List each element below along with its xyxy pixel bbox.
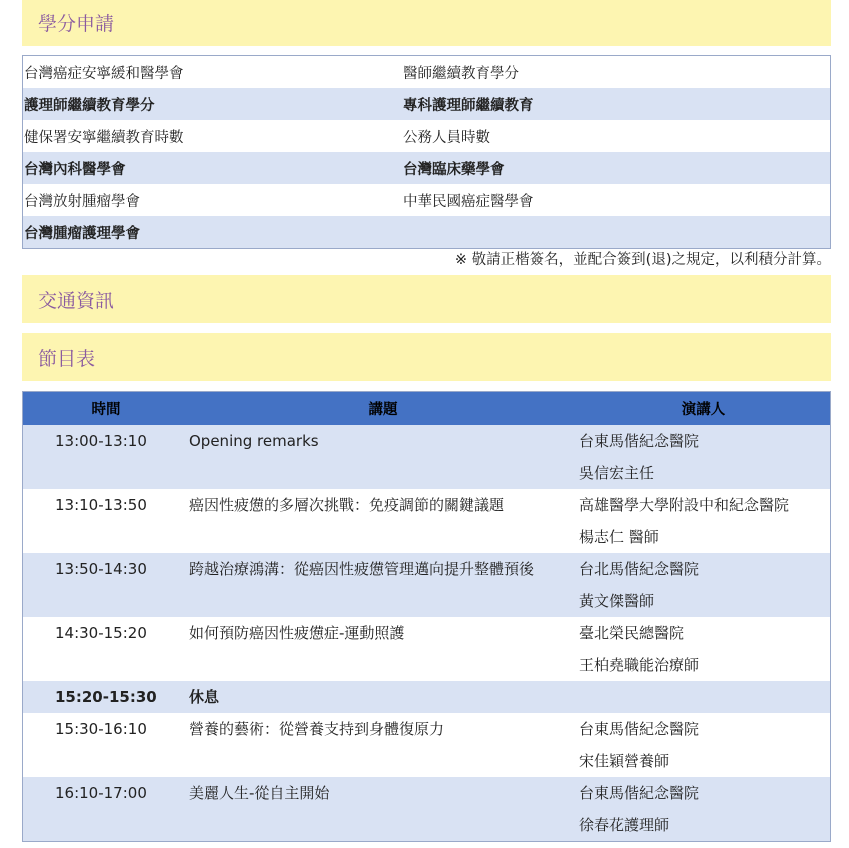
credit-item: 台灣臨床藥學會	[403, 161, 505, 178]
speaker-affiliation: 台東馬偕紀念醫院	[579, 784, 700, 802]
speaker-affiliation: 台東馬偕紀念醫院	[579, 720, 700, 738]
program-section-header[interactable]	[22, 333, 831, 381]
program-table-header	[23, 392, 830, 425]
session-time: 13:10-13:50	[55, 496, 147, 514]
speaker-name: 楊志仁 醫師	[579, 528, 659, 546]
speaker-name: 宋佳穎營養師	[579, 752, 670, 770]
program-row	[23, 777, 830, 841]
credit-section-header	[22, 0, 831, 46]
session-speaker	[579, 681, 830, 713]
session-topic: 如何預防癌因性疲憊症-運動照護	[189, 624, 405, 642]
credit-row	[23, 88, 830, 120]
speaker-name: 王柏堯職能治療師	[579, 656, 700, 674]
session-time: 14:30-15:20	[55, 624, 147, 642]
session-time: 15:30-16:10	[55, 720, 147, 738]
traffic-section-header[interactable]	[22, 275, 831, 323]
signature-note: ※ 敬請正楷簽名，並配合簽到(退)之規定，以利積分計算。	[454, 252, 831, 268]
credit-row	[23, 152, 830, 184]
speaker-affiliation: 台北馬偕紀念醫院	[579, 560, 700, 578]
credit-row	[23, 120, 830, 152]
session-topic: 營養的藝術：從營養支持到身體復原力	[189, 720, 445, 738]
speaker-affiliation: 高雄醫學大學附設中和紀念醫院	[579, 496, 790, 514]
program-row-break	[23, 681, 830, 713]
credit-item: 台灣放射腫瘤學會	[24, 193, 140, 210]
session-topic: 跨越治療鴻溝：從癌因性疲憊管理邁向提升整體預後	[189, 560, 535, 578]
credit-row	[23, 56, 830, 88]
session-speaker	[579, 713, 830, 777]
credit-row	[23, 216, 830, 248]
session-time: 15:20-15:30	[55, 688, 157, 706]
credit-item: 公務人員時數	[403, 129, 490, 146]
program-row	[23, 713, 830, 777]
session-speaker	[579, 489, 830, 553]
credit-item: 護理師繼續教育學分	[24, 97, 155, 114]
credit-item: 健保署安寧繼續教育時數	[24, 129, 184, 146]
session-time: 13:50-14:30	[55, 560, 147, 578]
program-section-title: 節目表	[38, 347, 96, 370]
speaker-name: 吳信宏主任	[579, 464, 655, 482]
credit-item: 中華民國癌症醫學會	[403, 193, 534, 210]
session-speaker	[579, 617, 830, 681]
session-speaker	[579, 553, 830, 617]
credit-item: 台灣腫瘤護理學會	[24, 225, 140, 242]
header-time: 時間	[91, 402, 121, 418]
session-topic: 癌因性疲憊的多層次挑戰：免疫調節的關鍵議題	[189, 496, 505, 514]
session-topic: 美麗人生-從自主開始	[189, 784, 330, 802]
session-time: 13:00-13:10	[55, 432, 147, 450]
program-row	[23, 553, 830, 617]
program-row	[23, 425, 830, 489]
program-row	[23, 617, 830, 681]
program-table	[22, 391, 831, 842]
speaker-name: 黃文傑醫師	[579, 592, 655, 610]
credit-row	[23, 184, 830, 216]
session-topic: Opening remarks	[189, 432, 319, 450]
credit-item: 台灣癌症安寧緩和醫學會	[24, 65, 184, 82]
credit-item: 醫師繼續教育學分	[403, 65, 519, 82]
session-time: 16:10-17:00	[55, 784, 147, 802]
speaker-affiliation: 臺北榮民總醫院	[579, 624, 685, 642]
credit-item: 專科護理師繼續教育	[403, 97, 534, 114]
header-speaker: 演講人	[681, 402, 726, 418]
session-speaker	[579, 777, 830, 841]
session-speaker	[579, 425, 830, 489]
credit-table	[22, 55, 831, 249]
speaker-name: 徐春花護理師	[579, 816, 670, 834]
speaker-affiliation: 台東馬偕紀念醫院	[579, 432, 700, 450]
traffic-section-title: 交通資訊	[38, 289, 115, 312]
program-row	[23, 489, 830, 553]
session-topic: 休息	[189, 688, 220, 706]
header-topic: 講題	[368, 402, 398, 418]
credit-section-title: 學分申請	[38, 12, 115, 35]
credit-item: 台灣內科醫學會	[24, 161, 126, 178]
